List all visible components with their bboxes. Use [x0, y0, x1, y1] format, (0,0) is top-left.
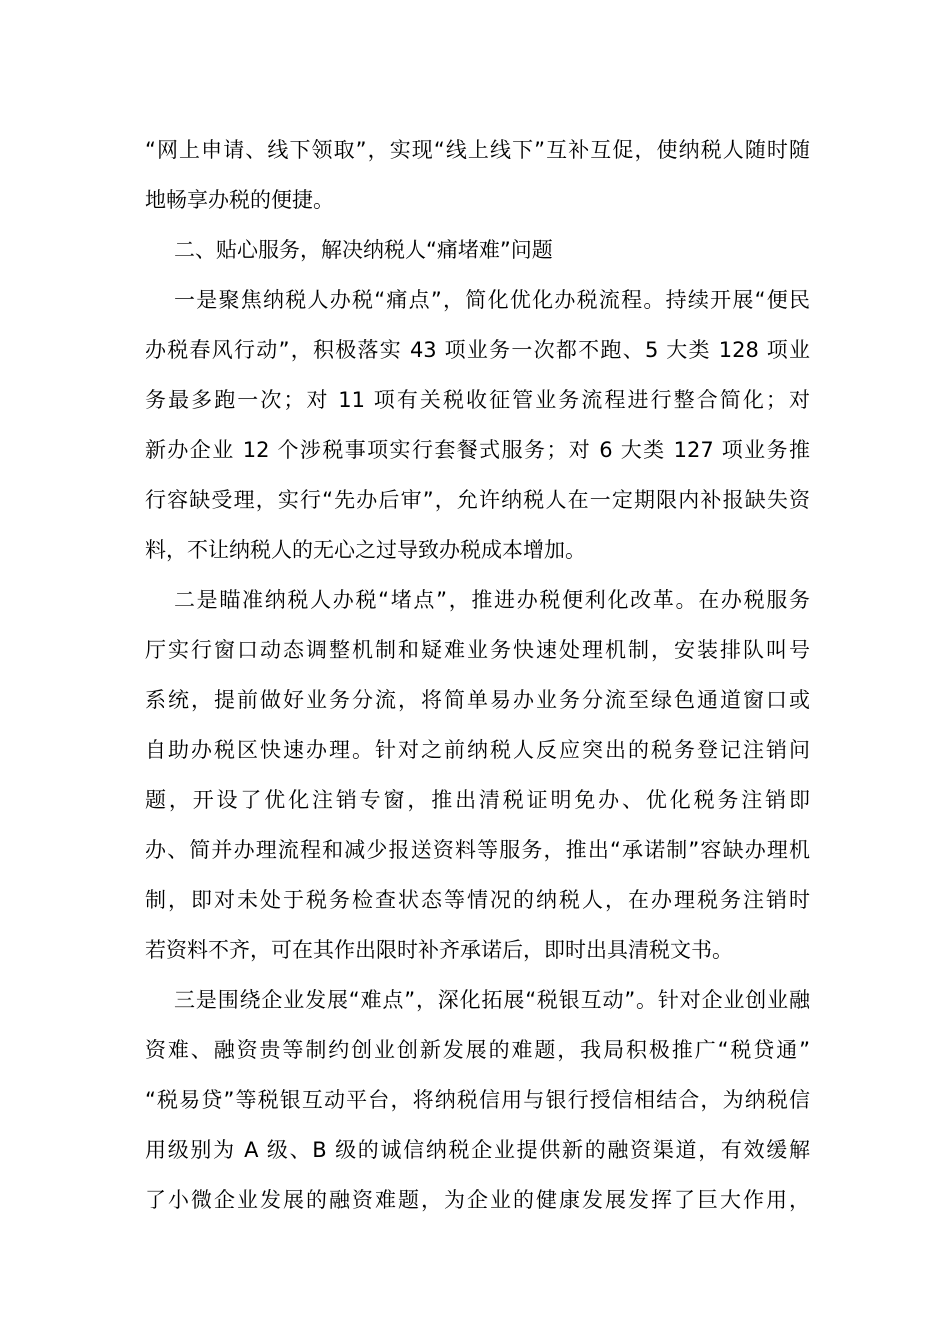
text-line: 资难、融资贵等制约创业创新发展的难题，我局积极推广“税贷通”: [145, 1038, 810, 1062]
text-line: 若资料不齐，可在其作出限时补齐承诺后，即时出具清税文书。: [145, 938, 733, 962]
text-line: 系统，提前做好业务分流，将简单易办业务分流至绿色通道窗口或: [145, 688, 810, 712]
text-line: 题，开设了优化注销专窗，推出清税证明免办、优化税务注销即: [145, 788, 810, 812]
text-line: 办、简并办理流程和减少报送资料等服务，推出“承诺制”容缺办理机: [145, 838, 810, 862]
section-heading: 二、贴心服务，解决纳税人“痛堵难”问题: [174, 238, 553, 262]
text-line: 新办企业 12 个涉税事项实行套餐式服务；对 6 大类 127 项业务推: [145, 438, 810, 462]
text-line: 地畅享办税的便捷。: [145, 188, 334, 212]
text-line: “税易贷”等税银互动平台，将纳税信用与银行授信相结合，为纳税信: [145, 1088, 810, 1112]
text-line: 务最多跑一次；对 11 项有关税收征管业务流程进行整合简化；对: [145, 388, 810, 412]
text-line: 厅实行窗口动态调整机制和疑难业务快速处理机制，安装排队叫号: [145, 638, 810, 662]
text-line: “网上申请、线下领取”，实现“线上线下”互补互促，使纳税人随时随: [145, 138, 810, 162]
text-line: 办税春风行动”，积极落实 43 项业务一次都不跑、5 大类 128 项业: [145, 338, 810, 362]
text-line: 一是聚焦纳税人办税“痛点”，简化优化办税流程。持续开展“便民: [174, 288, 810, 312]
text-line: 二是瞄准纳税人办税“堵点”，推进办税便利化改革。在办税服务: [174, 588, 810, 612]
text-line: 行容缺受理，实行“先办后审”，允许纳税人在一定期限内补报缺失资: [145, 488, 810, 512]
text-line: 自助办税区快速办理。针对之前纳税人反应突出的税务登记注销问: [145, 738, 810, 762]
text-line: 了小微企业发展的融资难题，为企业的健康发展发挥了巨大作用，: [145, 1188, 810, 1212]
text-line: 用级别为 A 级、B 级的诚信纳税企业提供新的融资渠道，有效缓解: [145, 1138, 810, 1162]
text-line: 料，不让纳税人的无心之过导致办税成本增加。: [145, 538, 586, 562]
text-line: 制，即对未处于税务检查状态等情况的纳税人，在办理税务注销时: [145, 888, 810, 912]
text-line: 三是围绕企业发展“难点”，深化拓展“税银互动”。针对企业创业融: [174, 988, 810, 1012]
